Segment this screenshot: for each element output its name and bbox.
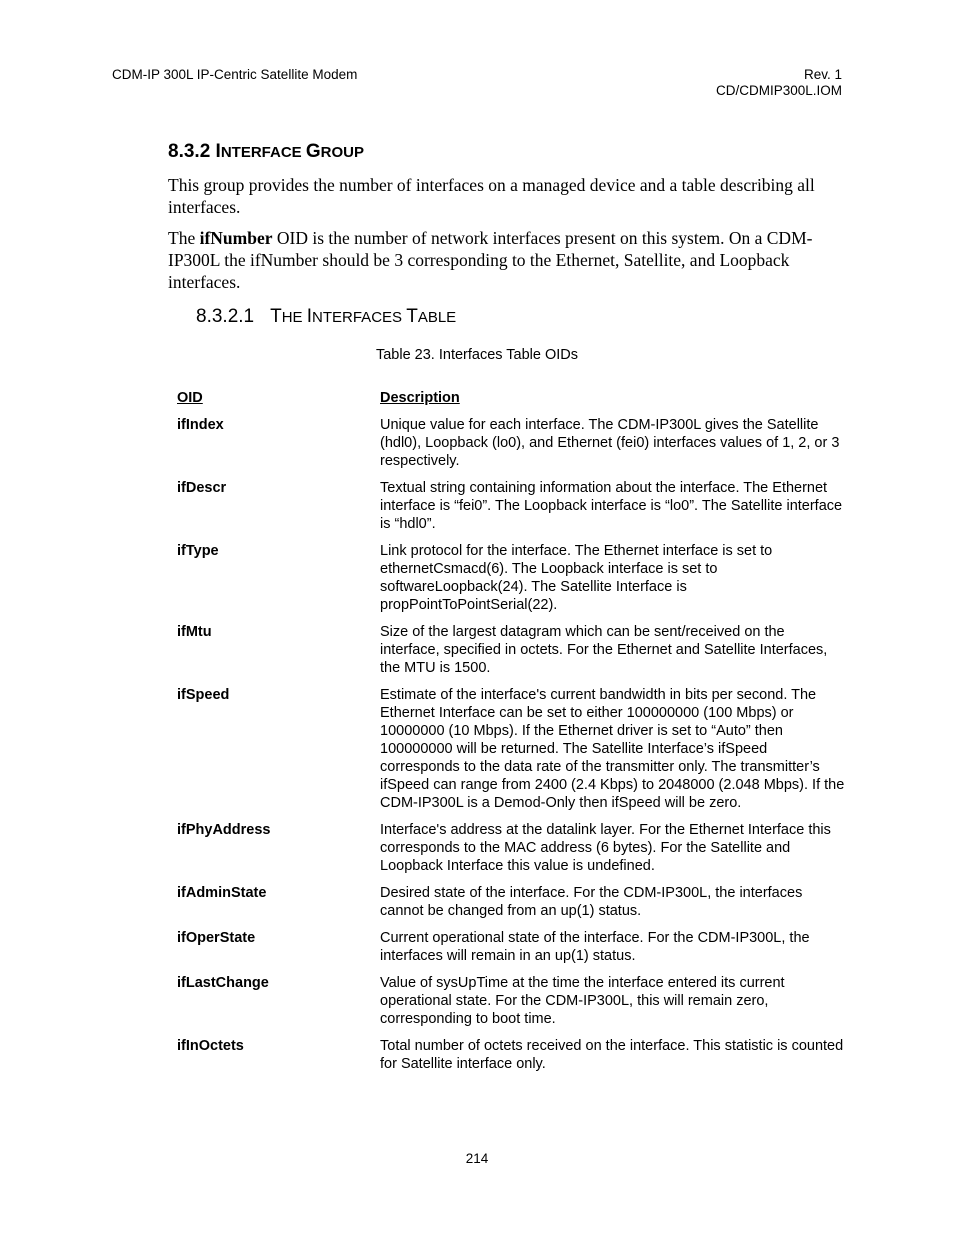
oid-cell: ifMtu: [177, 624, 212, 640]
table-row: [177, 974, 845, 1028]
description-cell: Desired state of the interface. For the CDM-IP300L, the interfaces cannot be changed from an up(1) status.: [380, 885, 803, 919]
table-row: [177, 479, 845, 533]
column-header-description: Description: [380, 390, 460, 406]
intro-paragraph: This group provides the number of interfaces on a managed device and a table describing all interfaces.: [168, 175, 815, 217]
description-cell: Interface's address at the datalink layer. For the Ethernet Interface this corresponds to the MAC address (6 bytes). For the Satellite and Loopback Interface this value is undefined.: [380, 822, 831, 874]
table-row: [177, 542, 845, 614]
oid-cell: ifInOctets: [177, 1038, 244, 1054]
oid-cell: ifPhyAddress: [177, 822, 271, 838]
oid-cell: ifLastChange: [177, 975, 269, 991]
subsection-number: 8.3.2.1: [196, 306, 255, 327]
table-row: [177, 686, 845, 812]
ifnumber-paragraph: The ifNumber OID is the number of network interfaces present on this system. On a CDM-IP300L the ifNumber should be 3 corresponding to the Ethernet, Satellite, and Loopback interfaces.: [168, 228, 813, 292]
interfaces-table: [177, 389, 845, 1082]
table-row: [177, 1037, 845, 1073]
header-doc-id: CD/CDMIP300L.IOM: [715, 83, 842, 98]
oid-cell: ifDescr: [177, 480, 227, 496]
description-cell: Estimate of the interface's current bandwidth in bits per second. The Ethernet Interface can be set to either 100000000 (100 Mbps) or 10000000 (10 Mbps). If the Ethernet driver is set to “Auto” then 100000000 will be returned. The Satellite Interface’s ifSpeed corresponds to the data rate of the transmitter only. The transmitter’s ifSpeed can range from 2400 (2.4 Kbps) to 2048000 (2.048 Mbps). If the CDM-IP300L is a Demod-Only then ifSpeed will be zero.: [380, 687, 845, 811]
table-row: [177, 884, 845, 920]
page-number: 214: [465, 1151, 489, 1166]
description-cell: Link protocol for the interface. The Ethernet interface is set to ethernetCsmacd(6). The Loopback interface is set to softwareLoopback(24). The Satellite Interface is propPointToPointSerial(22).: [380, 543, 773, 613]
subsection-heading: 8.3.2.1 THE INTERFACES TABLE: [196, 306, 457, 327]
table-header-row: [177, 389, 845, 407]
header-revision: [716, 67, 842, 99]
header-document-title: CDM-IP 300L IP-Centric Satellite Modem: [112, 67, 358, 82]
column-header-oid: OID: [177, 390, 203, 406]
table-caption: Table 23. Interfaces Table OIDs: [375, 347, 579, 363]
oid-cell: ifAdminState: [177, 885, 267, 901]
table-row: [177, 821, 845, 875]
oid-cell: ifOperState: [177, 930, 256, 946]
oid-cell: ifType: [177, 543, 219, 559]
description-cell: Total number of octets received on the interface. This statistic is counted for Satellite interface only.: [380, 1038, 844, 1072]
description-cell: Current operational state of the interface. For the CDM-IP300L, the interfaces will remain in an up(1) status.: [380, 930, 810, 964]
section-number: 8.3.2: [168, 141, 211, 162]
oid-cell: ifSpeed: [177, 687, 230, 703]
section-heading: 8.3.2 INTERFACE GROUP: [168, 141, 364, 162]
table-row: [177, 416, 845, 470]
description-cell: Value of sysUpTime at the time the interface entered its current operational state. For the CDM-IP300L, this will remain zero, corresponding to boot time.: [380, 975, 785, 1027]
description-cell: Unique value for each interface. The CDM-IP300L gives the Satellite (hdl0), Loopback (lo0), and Ethernet (fei0) interfaces values of 1, 2, or 3 respectively.: [380, 417, 840, 469]
oid-cell: ifIndex: [177, 417, 224, 433]
table-row: [177, 929, 845, 965]
header-rev: Rev. 1: [803, 67, 842, 82]
ifnumber-term: ifNumber: [199, 228, 273, 248]
description-cell: Textual string containing information about the interface. The Ethernet interface is “fei0”. The Loopback interface is “lo0”. The Satellite interface is “hdl0”.: [380, 480, 843, 532]
table-row: [177, 623, 845, 677]
description-cell: Size of the largest datagram which can be sent/received on the interface, specified in octets. For the Ethernet and Satellite Interfaces, the MTU is 1500.: [380, 624, 828, 676]
